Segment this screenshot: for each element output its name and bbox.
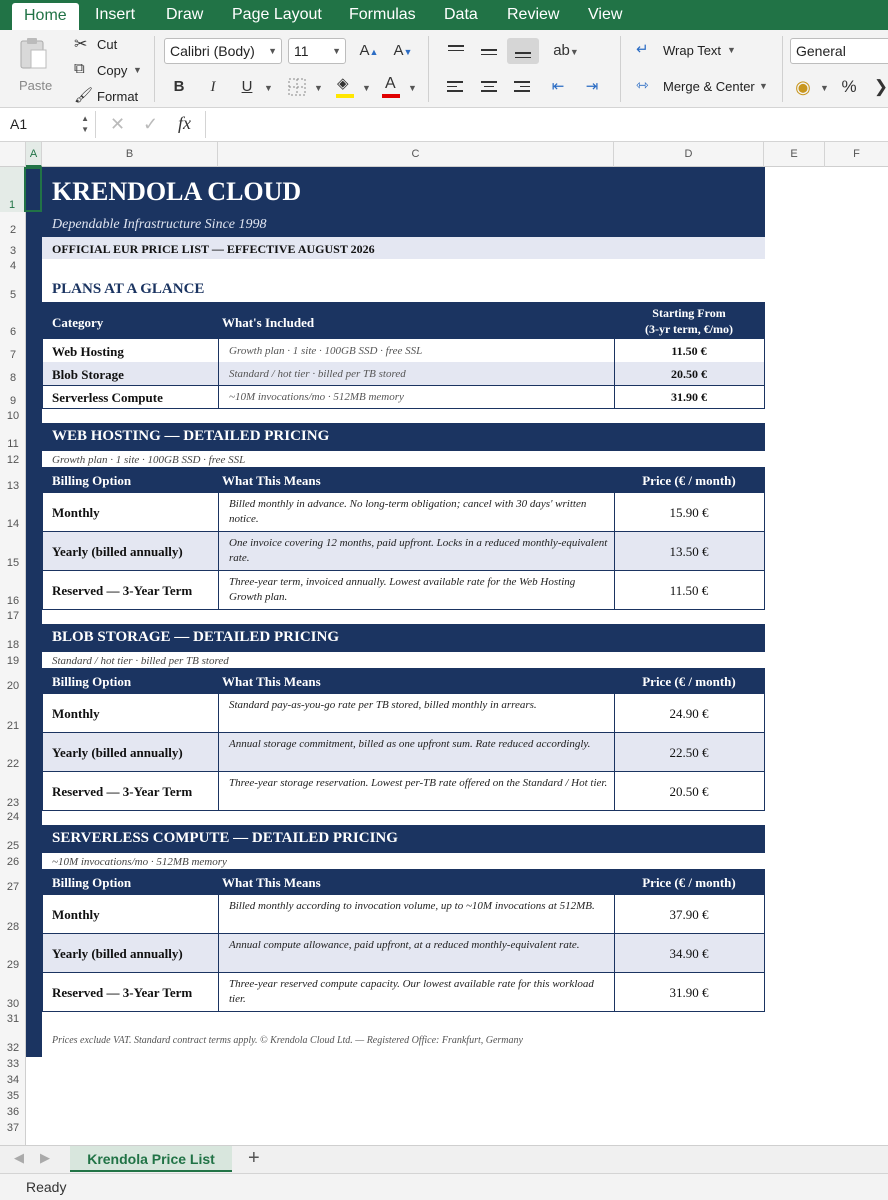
underline-button[interactable]: U (241, 78, 253, 95)
glance-title: PLANS AT A GLANCE (52, 281, 205, 297)
row-header[interactable]: 17 (6, 610, 20, 622)
align-bottom-icon[interactable] (507, 38, 539, 64)
billing-description: Billed monthly in advance. No long-term obligation; cancel with 30 days' written notice. (229, 498, 587, 525)
billing-price: 13.50 € (669, 544, 709, 559)
function-icon[interactable]: fx (178, 113, 191, 133)
tab-review[interactable]: Review (507, 6, 560, 23)
copy-icon: ⧉ (74, 60, 85, 77)
col-border (42, 895, 43, 1012)
official-notice: OFFICIAL EUR PRICE LIST — EFFECTIVE AUGUST 2026 (52, 242, 375, 256)
cell-ref-value: A1 (10, 116, 28, 132)
col-border (764, 493, 765, 610)
billing-description: Annual compute allowance, paid upfront, at a reduced monthly-equivalent rate. (229, 939, 580, 951)
col-border (614, 493, 615, 610)
glance-header-from-sub: (3-yr term, €/mo) (644, 322, 734, 336)
glance-category: Blob Storage (52, 367, 124, 382)
row-header[interactable]: 15 (6, 557, 20, 569)
row-border (42, 972, 765, 973)
billing-option: Reserved — 3-Year Term (52, 583, 193, 598)
scissors-icon: ✂ (74, 36, 88, 53)
row-header[interactable]: 14 (6, 518, 20, 530)
detail-header-option: Billing Option (52, 875, 132, 890)
row-header[interactable]: 26 (6, 856, 20, 868)
currency-dropdown-icon[interactable]: ▼ (820, 83, 829, 93)
wrap-text-button[interactable] (636, 40, 746, 62)
billing-description: Billed monthly according to invocation volume, up to ~10M invocations at 512MB. (229, 900, 595, 912)
column-headers (0, 142, 888, 167)
fill-color-icon[interactable]: ◈ (332, 74, 358, 100)
billing-description: Three-year term, invoiced annually. Lowest available rate for the Web Hosting Growth plan. (229, 576, 576, 603)
section-title: SERVERLESS COMPUTE — DETAILED PRICING (52, 830, 398, 846)
number-format-value: General (796, 43, 846, 59)
col-border (218, 493, 219, 610)
row-header[interactable]: 32 (6, 1042, 20, 1054)
billing-option: Yearly (billed annually) (52, 544, 183, 559)
font-color-icon[interactable]: A (378, 74, 404, 100)
copy-dropdown-icon[interactable]: ▼ (133, 65, 142, 75)
col-border (764, 895, 765, 1012)
glance-header-from: Starting From (652, 306, 726, 320)
glance-category: Web Hosting (52, 344, 124, 359)
detail-header-price: Price (€ / month) (642, 674, 736, 689)
enter-icon[interactable]: ✓ (143, 114, 159, 134)
billing-price: 20.50 € (669, 784, 709, 799)
copy-label: Copy (97, 63, 128, 78)
row-header[interactable]: 3 (9, 245, 17, 257)
row-border (42, 385, 765, 386)
ribbon-home (0, 30, 888, 108)
sheet-tab-bar (0, 1145, 888, 1173)
glance-price: 20.50 € (671, 367, 707, 381)
chevron-down-icon: ▼ (332, 46, 341, 56)
status-bar (0, 1173, 888, 1200)
billing-description: Annual storage commitment, billed as one upfront sum. Rate reduced accordingly. (229, 738, 591, 750)
glance-price: 31.90 € (671, 390, 707, 404)
col-border (764, 694, 765, 811)
detail-header-price: Price (€ / month) (642, 473, 736, 488)
font-name-value: Calibri (Body) (170, 43, 255, 59)
currency-coins-icon[interactable]: ◉ (795, 77, 811, 97)
detail-header-option: Billing Option (52, 674, 132, 689)
billing-price: 24.90 € (669, 706, 709, 721)
wrap-icon: ↵ (636, 41, 649, 58)
row-header[interactable]: 19 (6, 655, 20, 667)
align-top-icon[interactable] (443, 38, 469, 64)
number-format-select[interactable] (790, 38, 888, 64)
row-header[interactable]: 30 (6, 998, 20, 1010)
bold-button[interactable]: B (173, 78, 185, 95)
company-tagline: Dependable Infrastructure Since 1998 (52, 217, 267, 232)
billing-option: Monthly (52, 505, 100, 520)
row-header[interactable]: 5 (9, 289, 17, 301)
merge-center-label: Merge & Center (663, 79, 755, 94)
row-border (42, 810, 765, 811)
col-border (218, 895, 219, 1012)
chevron-down-icon: ▼ (727, 45, 736, 55)
row-header[interactable]: 6 (9, 326, 17, 338)
row-border (42, 408, 765, 409)
detail-header-means: What This Means (222, 875, 321, 890)
decrease-indent-icon[interactable]: ⇤ (551, 78, 565, 95)
format-label: Format (97, 89, 139, 104)
row-header[interactable]: 4 (9, 260, 17, 272)
col-border (42, 339, 43, 408)
column-header-e[interactable]: E (764, 142, 825, 167)
increase-indent-icon[interactable]: ⇥ (585, 78, 599, 95)
col-border (614, 694, 615, 811)
fill-dropdown-icon[interactable]: ▼ (362, 83, 371, 93)
billing-option: Monthly (52, 706, 100, 721)
underline-dropdown-icon[interactable]: ▼ (264, 83, 273, 93)
detail-header-means: What This Means (222, 674, 321, 689)
column-header-a[interactable]: A (26, 142, 42, 167)
ribbon-separator (782, 36, 783, 102)
align-center-icon[interactable] (476, 74, 502, 100)
comma-style-icon[interactable]: ❯ (873, 77, 888, 96)
column-header-d[interactable]: D (614, 142, 764, 167)
row-border (42, 609, 765, 610)
prev-sheet-icon[interactable]: ◀ (14, 1150, 24, 1165)
billing-description: Three-year reserved compute capacity. Our lowest available rate for this workload tier. (229, 978, 594, 1005)
font-name-select[interactable] (164, 38, 282, 64)
row-border (42, 570, 765, 571)
percent-button[interactable]: % (841, 77, 857, 96)
billing-option: Monthly (52, 907, 100, 922)
row-header[interactable]: 29 (6, 959, 20, 971)
billing-option: Reserved — 3-Year Term (52, 985, 193, 1000)
row-header[interactable]: 16 (6, 595, 20, 607)
row-header[interactable]: 33 (6, 1058, 20, 1070)
cut-button[interactable] (74, 34, 144, 54)
section-subtitle: Standard / hot tier · billed per TB stored (52, 655, 229, 667)
italic-button[interactable]: I (210, 79, 216, 95)
ribbon-separator (428, 36, 429, 102)
row-header[interactable]: 8 (9, 372, 17, 384)
select-all-corner[interactable] (0, 142, 26, 167)
row-header[interactable]: 20 (6, 680, 20, 692)
footer-note: Prices exclude VAT. Standard contract terms apply. © Krendola Cloud Ltd. — Registered Office: Frankfurt, Germany (52, 1035, 523, 1046)
glance-included: Standard / hot tier · billed per TB stored (229, 368, 406, 380)
wrap-text-label: Wrap Text (663, 43, 722, 58)
row-header[interactable]: 18 (6, 639, 20, 651)
col-border (218, 339, 219, 408)
billing-price: 37.90 € (669, 907, 709, 922)
add-sheet-button[interactable]: + (248, 1147, 260, 1169)
status-text: Ready (26, 1179, 67, 1195)
formula-bar (0, 108, 888, 142)
align-middle-icon[interactable] (476, 38, 502, 64)
billing-option: Yearly (billed annually) (52, 946, 183, 961)
row-header[interactable]: 11 (7, 438, 19, 450)
ribbon-separator (154, 36, 155, 102)
billing-option: Reserved — 3-Year Term (52, 784, 193, 799)
tab-view[interactable]: View (588, 6, 623, 23)
tab-home[interactable]: Home (12, 3, 79, 30)
section-title: BLOB STORAGE — DETAILED PRICING (52, 629, 340, 645)
billing-price: 31.90 € (669, 985, 709, 1000)
row-header[interactable]: 31 (6, 1013, 20, 1025)
detail-header-means: What This Means (222, 473, 321, 488)
row-header[interactable]: 25 (6, 840, 20, 852)
copy-button[interactable] (74, 60, 144, 80)
col-border (614, 339, 615, 408)
glance-category: Serverless Compute (52, 390, 163, 405)
billing-price: 15.90 € (669, 505, 709, 520)
row-header[interactable]: 27 (6, 881, 20, 893)
ribbon-tab-bar (0, 0, 888, 30)
clipboard-icon (18, 36, 48, 70)
formula-input[interactable] (205, 111, 888, 138)
tab-data[interactable]: Data (444, 6, 478, 23)
section-subtitle: ~10M invocations/mo · 512MB memory (52, 856, 227, 868)
billing-option: Yearly (billed annually) (52, 745, 183, 760)
company-title: KRENDOLA CLOUD (52, 177, 302, 206)
sheet-tab-price-list[interactable]: Krendola Price List (70, 1146, 232, 1172)
worksheet-grid[interactable] (26, 167, 888, 1145)
chevron-down-icon: ▼ (759, 81, 768, 91)
row-header[interactable]: 21 (6, 720, 20, 732)
billing-price: 11.50 € (669, 583, 709, 598)
next-sheet-icon[interactable]: ▶ (40, 1150, 50, 1165)
billing-description: Standard pay-as-you-go rate per TB stored, billed monthly in arrears. (229, 699, 537, 711)
align-right-icon[interactable] (509, 74, 535, 100)
row-header[interactable]: 23 (6, 797, 20, 809)
row-header[interactable]: 36 (6, 1106, 20, 1118)
align-left-icon[interactable] (443, 74, 469, 100)
glance-included: ~10M invocations/mo · 512MB memory (229, 391, 404, 403)
col-border (42, 694, 43, 811)
col-border (218, 694, 219, 811)
cancel-icon[interactable]: ✕ (110, 114, 126, 134)
cut-label: Cut (97, 37, 118, 52)
active-cell-selection[interactable] (24, 167, 42, 212)
row-border (42, 771, 765, 772)
paste-button[interactable] (8, 34, 62, 96)
paste-label: Paste (19, 78, 53, 93)
merge-center-button[interactable] (636, 76, 776, 98)
detail-header-price: Price (€ / month) (642, 875, 736, 890)
decrease-font-icon[interactable]: A▼ (393, 42, 413, 59)
billing-price: 34.90 € (669, 946, 709, 961)
font-size-value: 11 (294, 43, 309, 59)
billing-price: 22.50 € (669, 745, 709, 760)
column-header-c[interactable]: C (218, 142, 614, 167)
glance-header-included: What's Included (222, 315, 315, 330)
borders-icon[interactable] (284, 74, 310, 100)
format-painter-button[interactable] (74, 86, 144, 106)
row-header[interactable]: 2 (9, 224, 17, 236)
row-header[interactable]: 28 (6, 921, 20, 933)
row-header[interactable]: 34 (6, 1074, 20, 1086)
navy-margin-column (26, 167, 42, 1057)
row-header[interactable]: 24 (6, 811, 20, 823)
section-subtitle: Growth plan · 1 site · 100GB SSD · free SSL (52, 454, 246, 466)
section-title: WEB HOSTING — DETAILED PRICING (52, 428, 330, 444)
billing-description: One invoice covering 12 months, paid upfront. Locks in a reduced monthly-equivalent rate. (229, 537, 608, 564)
glance-included: Growth plan · 1 site · 100GB SSD · free SSL (229, 345, 423, 357)
detail-header-option: Billing Option (52, 473, 132, 488)
col-border (764, 339, 765, 408)
tab-insert[interactable]: Insert (95, 6, 136, 23)
name-box[interactable] (0, 111, 96, 138)
row-header[interactable]: 9 (9, 395, 17, 407)
font-color-dropdown-icon[interactable]: ▼ (408, 83, 417, 93)
font-size-select[interactable] (288, 38, 346, 64)
chevron-down-icon: ▼ (268, 46, 277, 56)
row-header[interactable]: 35 (6, 1090, 20, 1102)
borders-dropdown-icon[interactable]: ▼ (314, 83, 323, 93)
orientation-icon[interactable]: ab▼ (553, 42, 579, 59)
col-border (42, 493, 43, 610)
column-header-b[interactable]: B (42, 142, 218, 167)
glance-price: 11.50 € (671, 344, 707, 358)
row-header[interactable]: 37 (6, 1122, 20, 1134)
column-header-f[interactable]: F (853, 148, 860, 160)
name-box-stepper-icon[interactable]: ▲ ▼ (81, 114, 89, 134)
tab-formulas[interactable]: Formulas (349, 6, 416, 23)
row-header[interactable]: 10 (6, 410, 20, 422)
row-header[interactable]: 12 (6, 454, 20, 466)
row-header[interactable]: 22 (6, 758, 20, 770)
merge-icon: ⇿ (636, 77, 649, 94)
increase-font-icon[interactable]: A▲ (359, 42, 379, 59)
tab-draw[interactable]: Draw (166, 6, 204, 23)
row-header[interactable]: 13 (6, 480, 20, 492)
row-header[interactable]: 1 (0, 167, 26, 212)
col-border (614, 895, 615, 1012)
row-headers (0, 167, 26, 1145)
tab-page-layout[interactable]: Page Layout (232, 6, 322, 23)
row-border (42, 1011, 765, 1012)
paintbrush-icon: 🖌 (74, 87, 94, 104)
ribbon-separator (620, 36, 621, 102)
billing-description: Three-year storage reservation. Lowest per-TB rate offered on the Standard / Hot tier. (229, 777, 608, 789)
glance-header-category: Category (52, 315, 104, 330)
row-header[interactable]: 7 (9, 349, 17, 361)
